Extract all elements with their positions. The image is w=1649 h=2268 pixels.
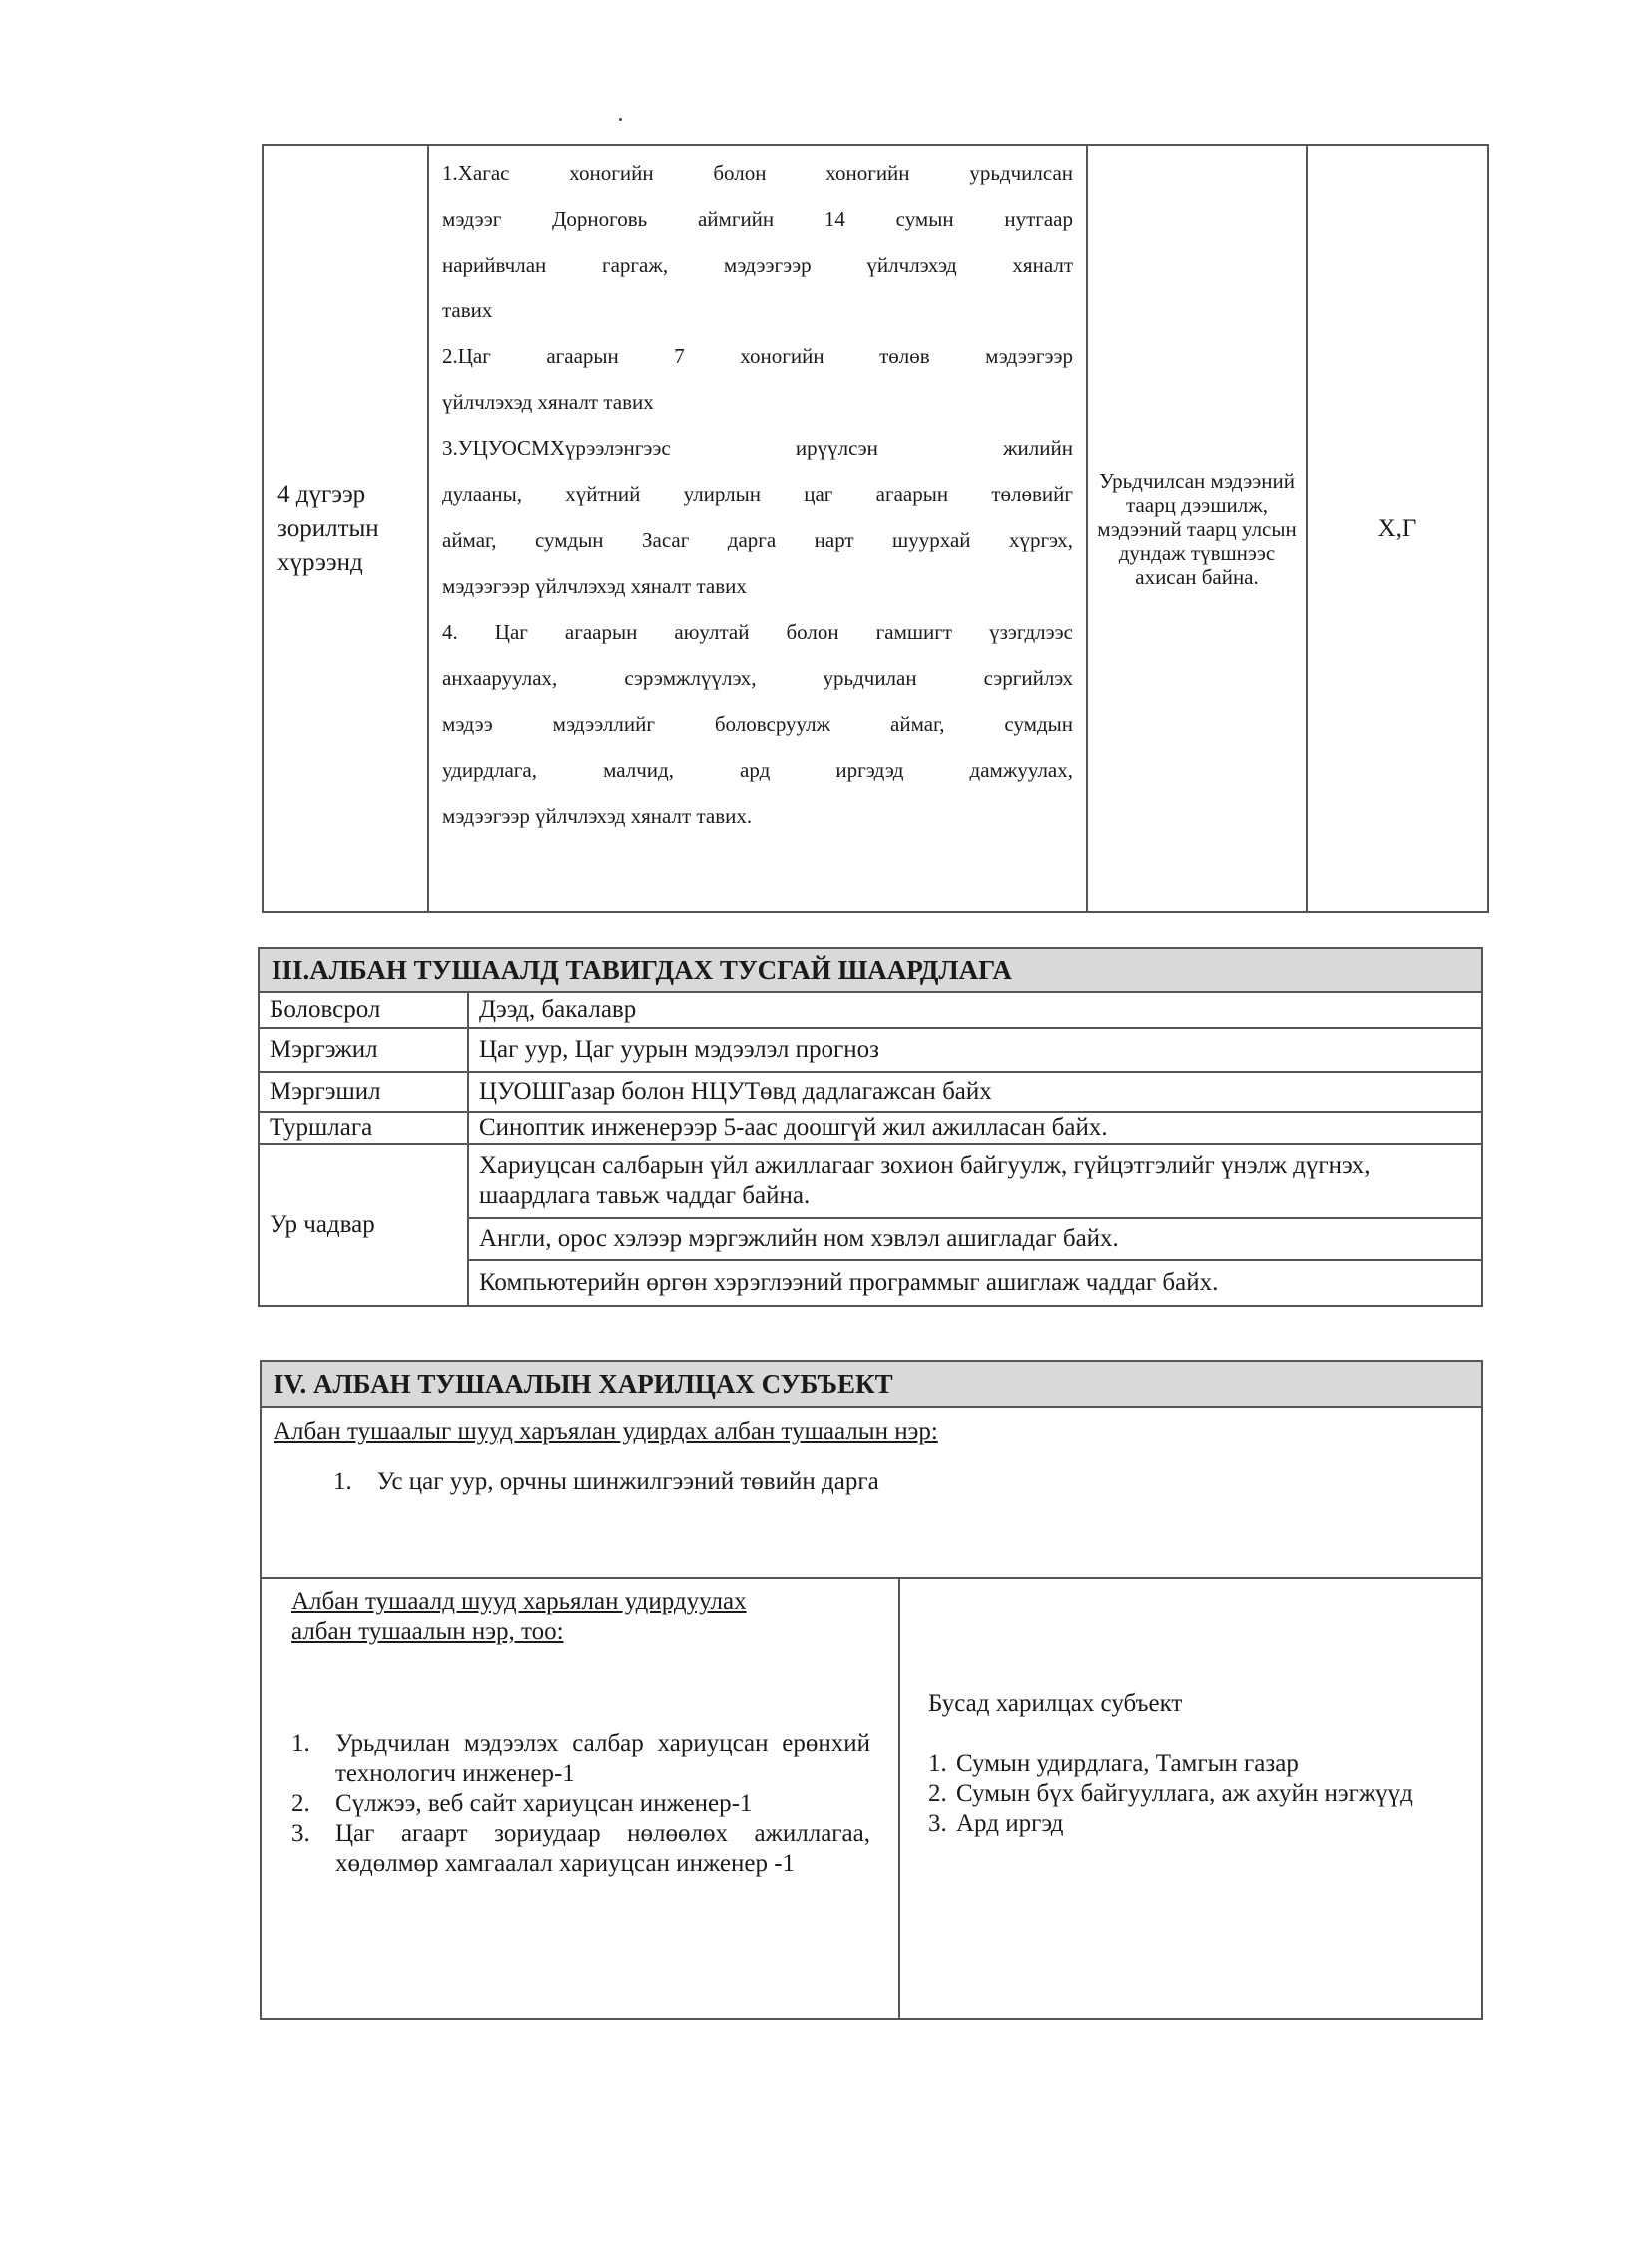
item-text: Ард иргэд [956, 1810, 1064, 1837]
subordinates-list [291, 1729, 870, 1879]
scan-speck [619, 118, 622, 121]
goal-tasks [428, 145, 1087, 912]
experience-label: Туршлага [259, 1112, 468, 1144]
item-num: 1. [291, 1730, 310, 1757]
item-text: Цаг агаарт зориудаар нөлөөлөх ажиллагаа, хөдөлмөр хамгаалал хариуцсан инженер -1 [335, 1820, 870, 1877]
profession-value: Цаг уур, Цаг уурын мэдээлэл прогноз [468, 1028, 1482, 1072]
task-line: тавих [442, 298, 493, 322]
skill-item: Хариуцсан салбарын үйл ажиллагааг зохион байгуулж, гүйцэтгэлийг үнэлж дүгнэх, шаардлага тавьж чаддаг байна. [468, 1144, 1482, 1218]
item-num: 1. [928, 1750, 947, 1777]
relations-table [260, 1360, 1483, 2020]
task-line: 4. Цаг агаарын аюултай болон гамшигт үзэгдлээс [442, 620, 1073, 644]
requirements-heading: III.АЛБАН ТУШААЛД ТАВИГДАХ ТУСГАЙ ШААРДЛАГА [259, 948, 1482, 992]
profession-label: Мэргэжил [259, 1028, 468, 1072]
education-label: Боловсрол [259, 992, 468, 1028]
task-line: аймаг, сумдын Засаг дарга нарт шуурхай хүргэх, [442, 528, 1073, 552]
skill-item: Компьютерийн өргөн хэрэглээний программыг ашиглаж чаддаг байх. [468, 1260, 1482, 1306]
task-line: анхааруулах, сэрэмжлүүлэх, урьдчилан сэргийлэх [442, 666, 1073, 690]
goal-label: 4 дүгээр зорилтын хүрээнд [263, 145, 428, 912]
others-list [928, 1749, 1451, 1839]
supervisor-heading: Албан тушаалыг шууд харъялан удирдах албан тушаалын нэр: [274, 1418, 938, 1445]
list-item [291, 1819, 870, 1879]
task-line: удирдлага, малчид, ард иргэдэд дамжуулах, [442, 758, 1073, 782]
task-line: мэдээгээр үйлчлэхэд хяналт тавих. [442, 804, 753, 828]
others-heading: Бусад харилцах субъект [928, 1690, 1183, 1717]
goal-result: Урьдчилсан мэдээний таарц дээшилж, мэдээний таарц улсын дундаж түвшнээс ахисан байна. [1087, 145, 1307, 912]
list-item [928, 1779, 1451, 1809]
item-num: 2. [291, 1790, 310, 1817]
skill-item: Англи, орос хэлээр мэргэжлийн ном хэвлэл ашигладаг байх. [468, 1218, 1482, 1260]
specialization-value: ЦУОШГазар болон НЦУТөвд дадлагажсан байх [468, 1072, 1482, 1112]
task-line: нарийвчлан гаргаж, мэдээгээр үйлчлэхэд хяналт [442, 253, 1073, 277]
supervisor-item [333, 1467, 1469, 1497]
task-line: мэдээ мэдээллийг боловсруулж аймаг, сумдын [442, 712, 1073, 736]
item-num: 2. [928, 1780, 947, 1807]
experience-value: Синоптик инженерээр 5-аас доошгүй жил ажилласан байх. [468, 1112, 1482, 1144]
item-num: 3. [291, 1820, 310, 1847]
goal-table [262, 144, 1489, 913]
task-line: мэдээгээр үйлчлэхэд хяналт тавих [442, 574, 747, 598]
task-line: үйлчлэхэд хяналт тавих [442, 390, 654, 414]
supervisor-cell [261, 1407, 1482, 1578]
others-cell [899, 1578, 1482, 2019]
item-text: Сумын удирдлага, Тамгын газар [956, 1750, 1299, 1777]
subordinates-cell [261, 1578, 899, 2019]
task-line: мэдээг Дорноговь аймгийн 14 сумын нутгаар [442, 207, 1073, 231]
task-line: 1.Хагас хоногийн болон хоногийн урьдчилсан [442, 161, 1073, 185]
goal-mark: Х,Г [1307, 145, 1488, 912]
item-text: Сумын бүх байгууллага, аж ахуйн нэгжүүд [956, 1780, 1413, 1807]
item-text: Урьдчилан мэдээлэх салбар хариуцсан ерөнхий технологич инженер-1 [335, 1730, 870, 1787]
education-value: Дээд, бакалавр [468, 992, 1482, 1028]
specialization-label: Мэргэшил [259, 1072, 468, 1112]
list-item [928, 1749, 1451, 1779]
task-line: 3.УЦУОСМХүрээлэнгээс ирүүлсэн жилийн [442, 436, 1073, 460]
task-line: дулааны, хүйтний улирлын цаг агаарын төлөвийг [442, 482, 1073, 506]
supervisor-name: Ус цаг уур, орчны шинжилгээний төвийн дарга [376, 1468, 879, 1495]
supervisor-num: 1. [333, 1468, 352, 1495]
list-item [291, 1789, 870, 1819]
item-text: Сүлжээ, веб сайт хариуцсан инженер-1 [335, 1790, 753, 1817]
relations-heading: IV. АЛБАН ТУШААЛЫН ХАРИЛЦАХ СУБЪЕКТ [261, 1361, 1482, 1407]
list-item [928, 1809, 1451, 1839]
list-item [291, 1729, 870, 1789]
skills-label: Ур чадвар [259, 1144, 468, 1306]
subordinates-heading: Албан тушаалд шууд харьялан удирдуулах албан тушаалын нэр, тоо: [291, 1588, 747, 1645]
item-num: 3. [928, 1810, 947, 1837]
task-line: 2.Цаг агаарын 7 хоногийн төлөв мэдээгээр [442, 344, 1073, 368]
requirements-table [258, 947, 1483, 1307]
